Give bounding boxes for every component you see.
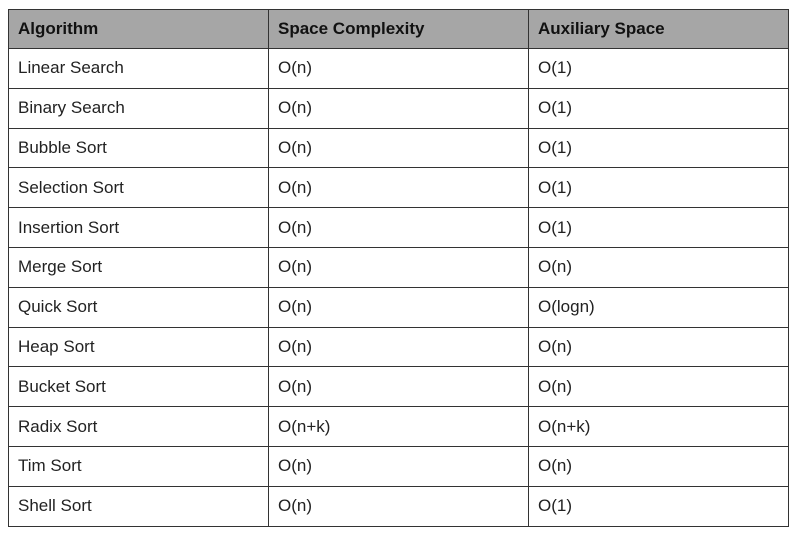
cell-space-complexity: O(n) <box>269 128 529 168</box>
header-auxiliary-space: Auxiliary Space <box>529 10 789 49</box>
cell-algorithm: Tim Sort <box>9 446 269 486</box>
table-row <box>9 247 789 287</box>
cell-algorithm: Insertion Sort <box>9 208 269 248</box>
cell-algorithm: Bubble Sort <box>9 128 269 168</box>
table-header <box>9 10 789 49</box>
cell-auxiliary-space: O(1) <box>529 49 789 89</box>
table-row <box>9 128 789 168</box>
cell-auxiliary-space: O(1) <box>529 128 789 168</box>
cell-auxiliary-space: O(n) <box>529 327 789 367</box>
table-row <box>9 367 789 407</box>
cell-space-complexity: O(n) <box>269 486 529 526</box>
table-row <box>9 327 789 367</box>
cell-auxiliary-space: O(n) <box>529 367 789 407</box>
header-row <box>9 10 789 49</box>
cell-space-complexity: O(n) <box>269 49 529 89</box>
cell-space-complexity: O(n+k) <box>269 407 529 447</box>
table-row <box>9 208 789 248</box>
table-row <box>9 446 789 486</box>
cell-auxiliary-space: O(1) <box>529 486 789 526</box>
cell-auxiliary-space: O(logn) <box>529 287 789 327</box>
cell-auxiliary-space: O(n) <box>529 446 789 486</box>
table-row <box>9 287 789 327</box>
header-algorithm: Algorithm <box>9 10 269 49</box>
cell-auxiliary-space: O(n) <box>529 247 789 287</box>
cell-algorithm: Radix Sort <box>9 407 269 447</box>
space-complexity-table <box>8 9 789 527</box>
cell-auxiliary-space: O(n+k) <box>529 407 789 447</box>
cell-space-complexity: O(n) <box>269 88 529 128</box>
cell-space-complexity: O(n) <box>269 446 529 486</box>
cell-algorithm: Selection Sort <box>9 168 269 208</box>
cell-space-complexity: O(n) <box>269 247 529 287</box>
table-row <box>9 486 789 526</box>
cell-space-complexity: O(n) <box>269 208 529 248</box>
table-row <box>9 407 789 447</box>
table-row <box>9 49 789 89</box>
table-body <box>9 49 789 527</box>
cell-algorithm: Binary Search <box>9 88 269 128</box>
cell-auxiliary-space: O(1) <box>529 168 789 208</box>
cell-space-complexity: O(n) <box>269 367 529 407</box>
table-row <box>9 168 789 208</box>
table-container <box>8 9 789 527</box>
cell-space-complexity: O(n) <box>269 287 529 327</box>
header-space-complexity: Space Complexity <box>269 10 529 49</box>
cell-algorithm: Linear Search <box>9 49 269 89</box>
cell-algorithm: Merge Sort <box>9 247 269 287</box>
cell-algorithm: Quick Sort <box>9 287 269 327</box>
table-row <box>9 88 789 128</box>
cell-space-complexity: O(n) <box>269 168 529 208</box>
cell-algorithm: Heap Sort <box>9 327 269 367</box>
cell-space-complexity: O(n) <box>269 327 529 367</box>
cell-algorithm: Shell Sort <box>9 486 269 526</box>
cell-auxiliary-space: O(1) <box>529 208 789 248</box>
cell-auxiliary-space: O(1) <box>529 88 789 128</box>
cell-algorithm: Bucket Sort <box>9 367 269 407</box>
